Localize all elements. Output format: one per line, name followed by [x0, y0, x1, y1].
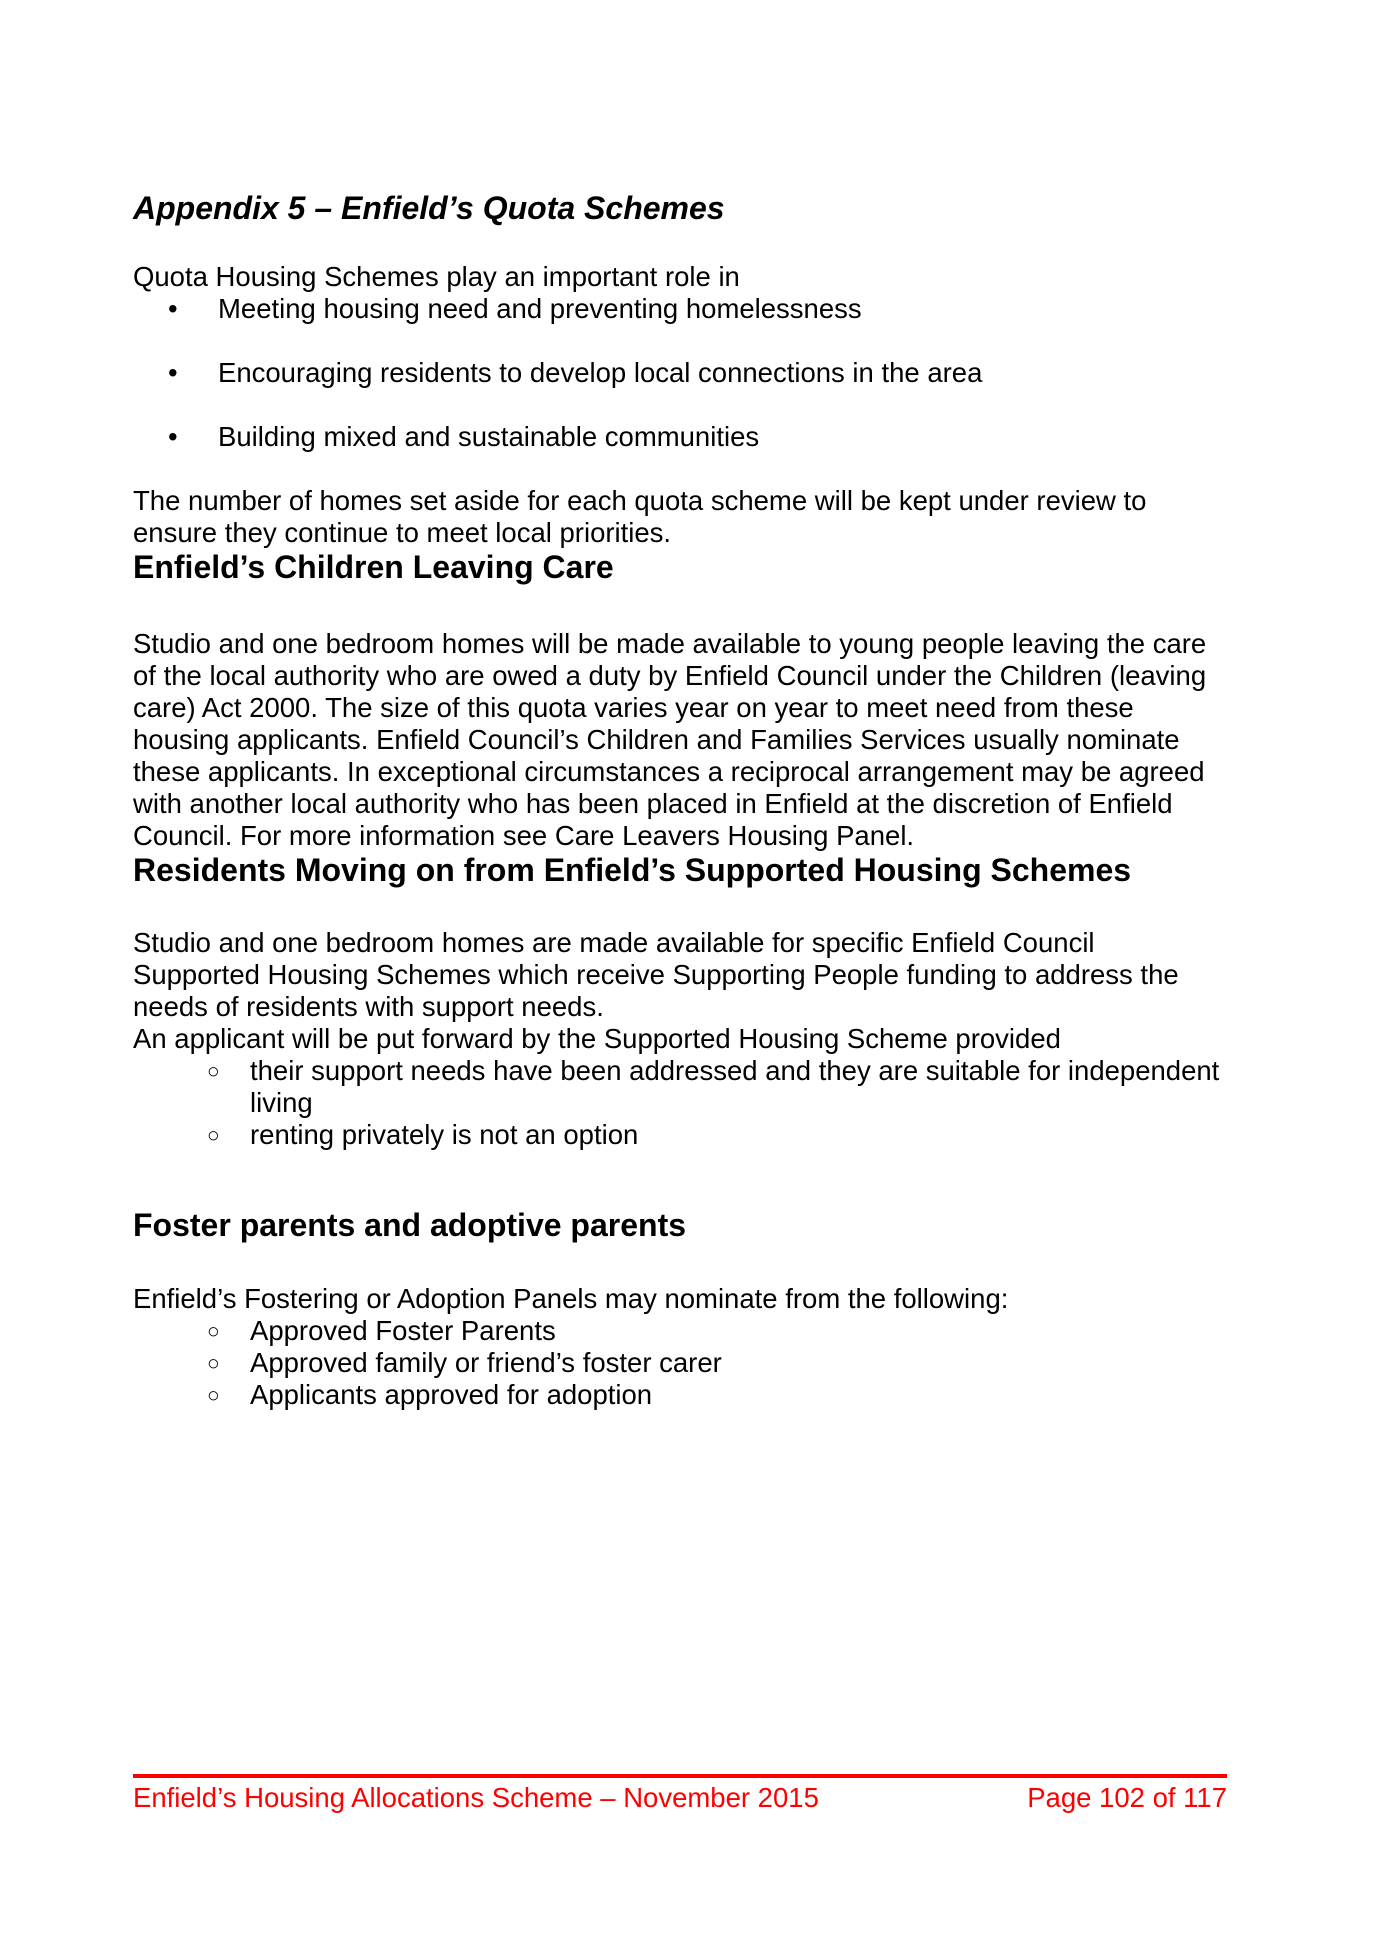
section-heading-foster-adoptive-parents: Foster parents and adoptive parents [133, 1207, 687, 1243]
list-item [133, 1315, 1227, 1347]
circle-bullet-icon: ○ [207, 1124, 220, 1147]
list-item-text: their support needs have been addressed and they are suitable for independent living [250, 1055, 1220, 1118]
footer-row [133, 1782, 1227, 1814]
list-item-text: Encouraging residents to develop local connections in the area [218, 357, 983, 388]
section-heading-supported-housing: Residents Moving on from Enfield’s Supported Housing Schemes [133, 852, 1132, 888]
footer-rule [133, 1774, 1227, 1778]
page-title: Appendix 5 – Enfield’s Quota Schemes [133, 190, 725, 226]
footer-document-title: Enfield’s Housing Allocations Scheme – November 2015 [133, 1782, 819, 1813]
list-item [133, 1379, 1227, 1411]
list-item [133, 421, 1227, 453]
list-item [133, 1055, 1227, 1119]
intro-bullet-list [133, 293, 1227, 453]
footer-page-number: Page 102 of 117 [1027, 1782, 1227, 1813]
paragraph: The number of homes set aside for each quota scheme will be kept under review to ensure they continue to meet local priorities. [133, 485, 1147, 548]
list-item-text: Meeting housing need and preventing homelessness [218, 293, 862, 324]
footer [133, 1774, 1227, 1814]
circle-bullet-icon: ○ [207, 1060, 220, 1083]
intro-paragraph: Quota Housing Schemes play an important role in [133, 261, 740, 292]
circle-bullet-icon: ○ [207, 1320, 220, 1343]
circle-bullet-icon: ○ [207, 1384, 220, 1407]
paragraph: Studio and one bedroom homes will be made available to young people leaving the care of the local authority who are owed a duty by Enfield Council under the Children (leaving care) Act 2000. The size of this quota varies year on year to meet need from these housing applicants. Enfield Council’s Children and Families Services usually nominate these applicants. In exceptional circumstances a reciprocal arrangement may be agreed with another local authority who has been placed in Enfield at the discretion of Enfield Council. For more information see Care Leavers Housing Panel. [133, 628, 1207, 851]
section-heading-children-leaving-care: Enfield’s Children Leaving Care [133, 549, 614, 585]
circle-bullet-icon: ○ [207, 1352, 220, 1375]
list-item [133, 1347, 1227, 1379]
list-item-text: renting privately is not an option [250, 1119, 639, 1150]
list-item [133, 1119, 1227, 1151]
list-item-text: Approved Foster Parents [250, 1315, 556, 1346]
paragraph: Enfield’s Fostering or Adoption Panels may nominate from the following: [133, 1283, 1009, 1314]
list-item-text: Approved family or friend’s foster carer [250, 1347, 722, 1378]
bullet-icon: • [168, 293, 178, 324]
list-item [133, 293, 1227, 325]
foster-adoption-nominees-list [133, 1315, 1227, 1411]
paragraph: Studio and one bedroom homes are made available for specific Enfield Council Supported Housing Schemes which receive Supporting People funding to address the needs of residents with support needs. [133, 927, 1179, 1022]
list-item-text: Building mixed and sustainable communities [218, 421, 760, 452]
list-item-text: Applicants approved for adoption [250, 1379, 653, 1410]
paragraph: An applicant will be put forward by the Supported Housing Scheme provided [133, 1023, 1061, 1054]
bullet-icon: • [168, 357, 178, 388]
list-item [133, 357, 1227, 389]
bullet-icon: • [168, 421, 178, 452]
supported-housing-conditions-list [133, 1055, 1227, 1151]
